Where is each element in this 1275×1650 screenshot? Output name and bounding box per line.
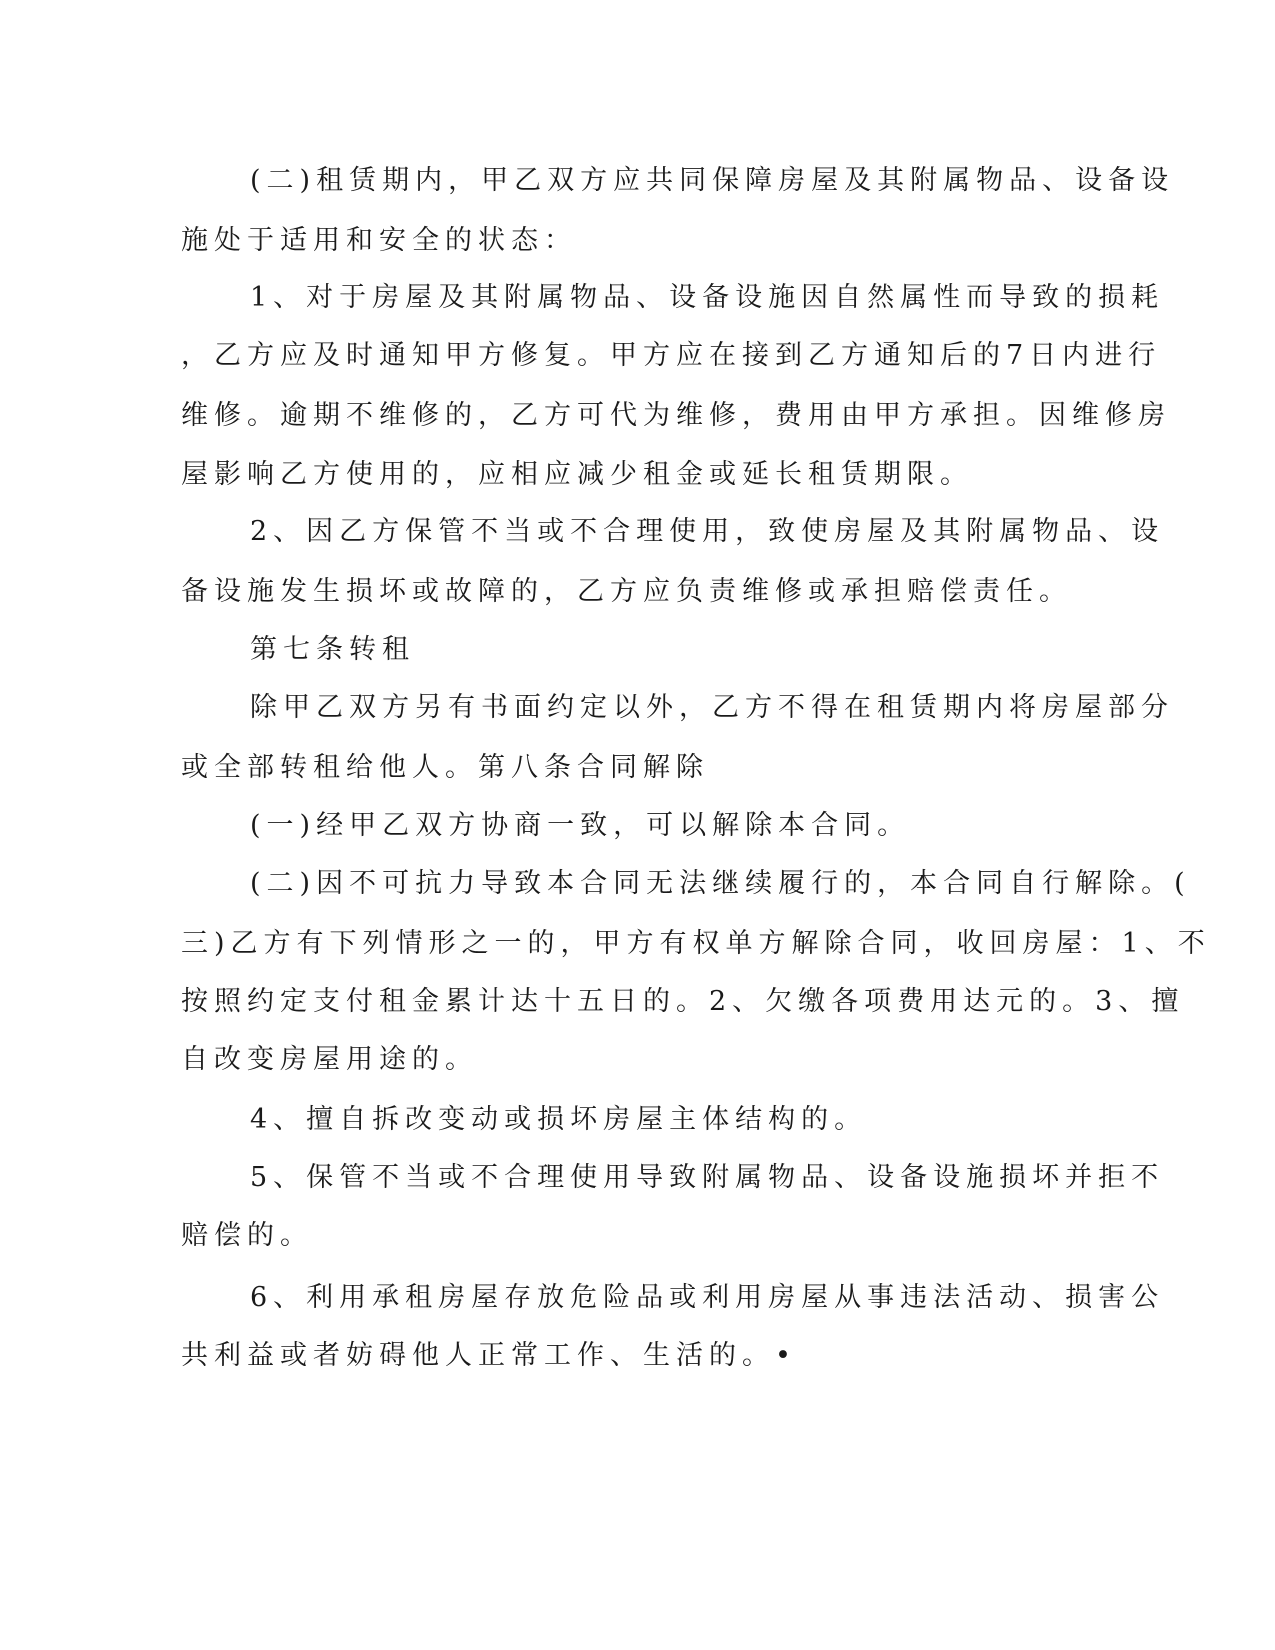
text-line: 赔偿的。 [181, 1220, 313, 1251]
text-line: 共利益或者妨碍他人正常工作、生活的。• [181, 1340, 797, 1371]
section-heading: 第七条转租 [250, 634, 415, 665]
text-line: 备设施发生损坏或故障的，乙方应负责维修或承担赔偿责任。 [181, 576, 1072, 607]
text-line: 4、擅自拆改变动或损坏房屋主体结构的。 [250, 1104, 868, 1135]
text-line: ，乙方应及时通知甲方修复。甲方应在接到乙方通知后的7日内进行 [181, 340, 1162, 371]
text-line: 维修。逾期不维修的，乙方可代为维修，费用由甲方承担。因维修房 [181, 400, 1171, 431]
text-line: 除甲乙双方另有书面约定以外，乙方不得在租赁期内将房屋部分 [250, 692, 1174, 723]
text-line: 自改变房屋用途的。 [181, 1044, 478, 1075]
text-line: 施处于适用和安全的状态： [181, 225, 577, 256]
text-line: (二)因不可抗力导致本合同无法继续履行的，本合同自行解除。( [250, 868, 1191, 899]
text-line: 屋影响乙方使用的，应相应减少租金或延长租赁期限。 [181, 459, 973, 490]
text-line: 5、保管不当或不合理使用导致附属物品、设备设施损坏并拒不 [250, 1162, 1165, 1193]
text-line: 1、对于房屋及其附属物品、设备设施因自然属性而导致的损耗 [250, 282, 1165, 313]
text-line: 三)乙方有下列情形之一的，甲方有权单方解除合同，收回房屋：1、不 [181, 928, 1211, 959]
text-line: 6、利用承租房屋存放危险品或利用房屋从事违法活动、损害公 [250, 1282, 1165, 1313]
text-line: 2、因乙方保管不当或不合理使用，致使房屋及其附属物品、设 [250, 516, 1165, 547]
text-line: (二)租赁期内，甲乙双方应共同保障房屋及其附属物品、设备设 [250, 165, 1175, 196]
text-line: 按照约定支付租金累计达十五日的。2、欠缴各项费用达元的。3、擅 [181, 986, 1185, 1017]
text-line: (一)经甲乙双方协商一致，可以解除本合同。 [250, 810, 911, 841]
text-line: 或全部转租给他人。第八条合同解除 [181, 752, 709, 783]
